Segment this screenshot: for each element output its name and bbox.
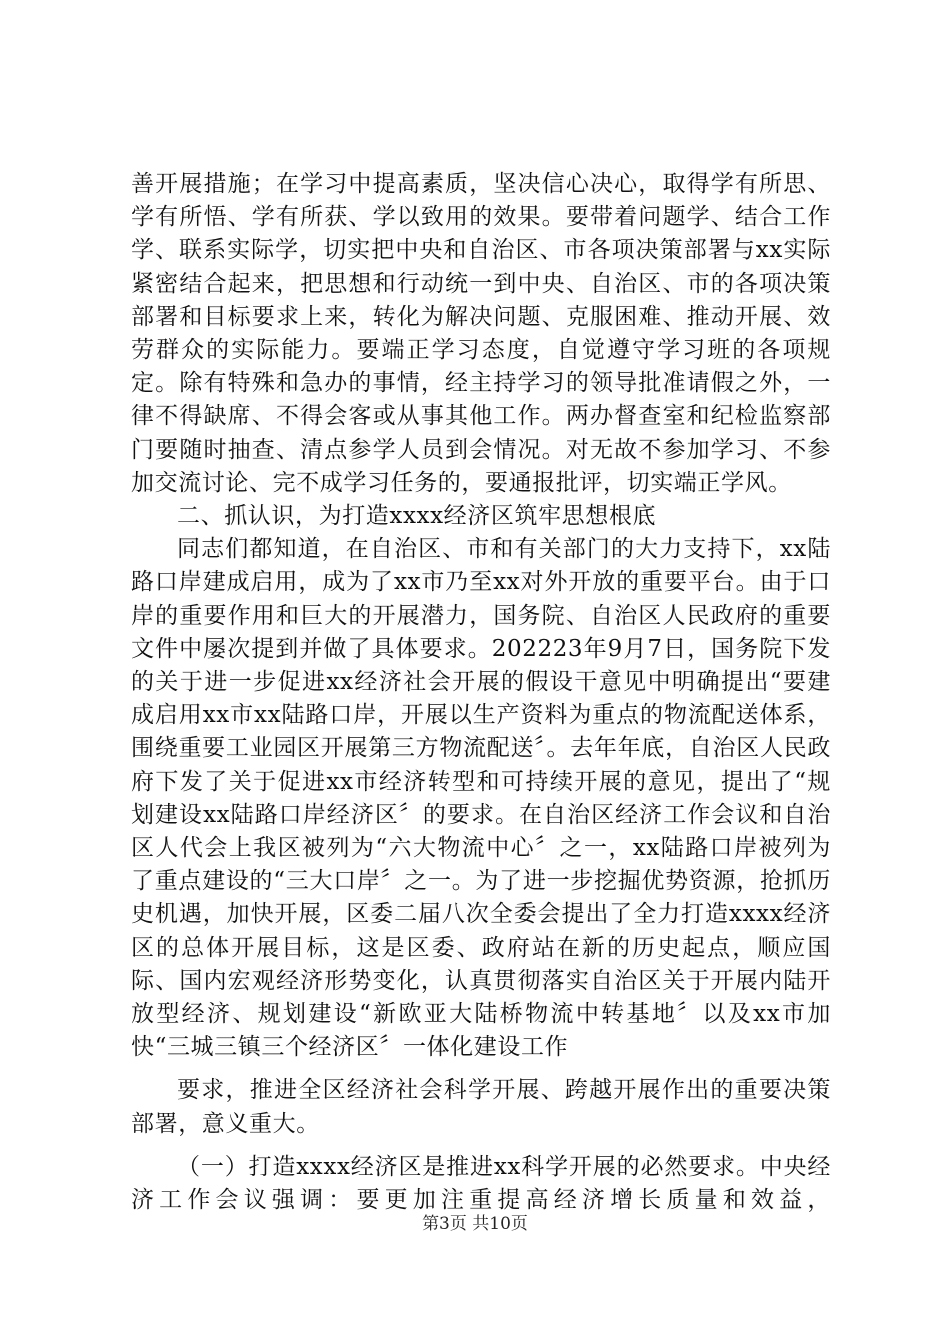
page-number-footer: 第3页 共10页 <box>422 1214 528 1234</box>
document-body <box>131 168 831 1217</box>
paragraph-subsection-one: （一）打造xxxx经济区是推进xx科学开展的必然要求。中央经济工作会议强调：要更加注重提高经济增长质量和效益， <box>131 1153 831 1214</box>
section-heading-two: 二、抓认识，为打造xxxx经济区筑牢思想根底 <box>177 503 657 530</box>
paragraph-study-measures: 善开展措施；在学习中提高素质，坚决信心决心，取得学有所思、学有所悟、学有所获、学以致用的效果。要带着问题学、结合工作学、联系实际学，切实把中央和自治区、市各项决策部署与xx实际紧密结合起来，把思想和行动统一到中央、自治区、市的各项决策部署和目标要求上来，转化为解决问题、克服困难、推动开展、效劳群众的实际能力。要端正学习态度，自觉遵守学习班的各项规定。除有特殊和急办的事情，经主持学习的领导批准请假之外，一律不得缺席、不得会客或从事其他工作。两办督查室和纪检监察部门要随时抽查、清点参学人员到会情况。对无故不参加学习、不参加交流讨论、完不成学习任务的，要通报批评，切实端正学风。 <box>131 171 831 496</box>
paragraph-requirements: 要求，推进全区经济社会科学开展、跨越开展作出的重要决策部署，意义重大。 <box>131 1077 831 1137</box>
paragraph-port-background: 同志们都知道，在自治区、市和有关部门的大力支持下，xx陆路口岸建成启用，成为了xx市乃至xx对外开放的重要平台。由于口岸的重要作用和巨大的开展潜力，国务院、自治区人民政府的重要文件中屡次提到并做了具体要求。202223年9月7日，国务院下发的关于进一步促进xx经济社会开展的假设干意见中明确提出“要建成启用xx市xx陆路口岸，开展以生产资料为重点的物流配送体系，围绕重要工业园区开展第三方物流配送〞。去年年底，自治区人民政府下发了关于促进xx市经济转型和可持续开展的意见，提出了“规划建设xx陆路口岸经济区〞的要求。在自治区经济工作会议和自治区人代会上我区被列为“六大物流中心〞之一，xx陆路口岸被列为了重点建设的“三大口岸〞之一。为了进一步挖掘优势资源，抢抓历史机遇，加快开展，区委二届八次全委会提出了全力打造xxxx经济区的总体开展目标，这是区委、政府站在新的历史起点，顺应国际、国内宏观经济形势变化，认真贯彻落实自治区关于开展内陆开放型经济、规划建设“新欧亚大陆桥物流中转基地〞以及xx市加快“三城三镇三个经济区〞一体化建设工作 <box>131 536 831 1061</box>
